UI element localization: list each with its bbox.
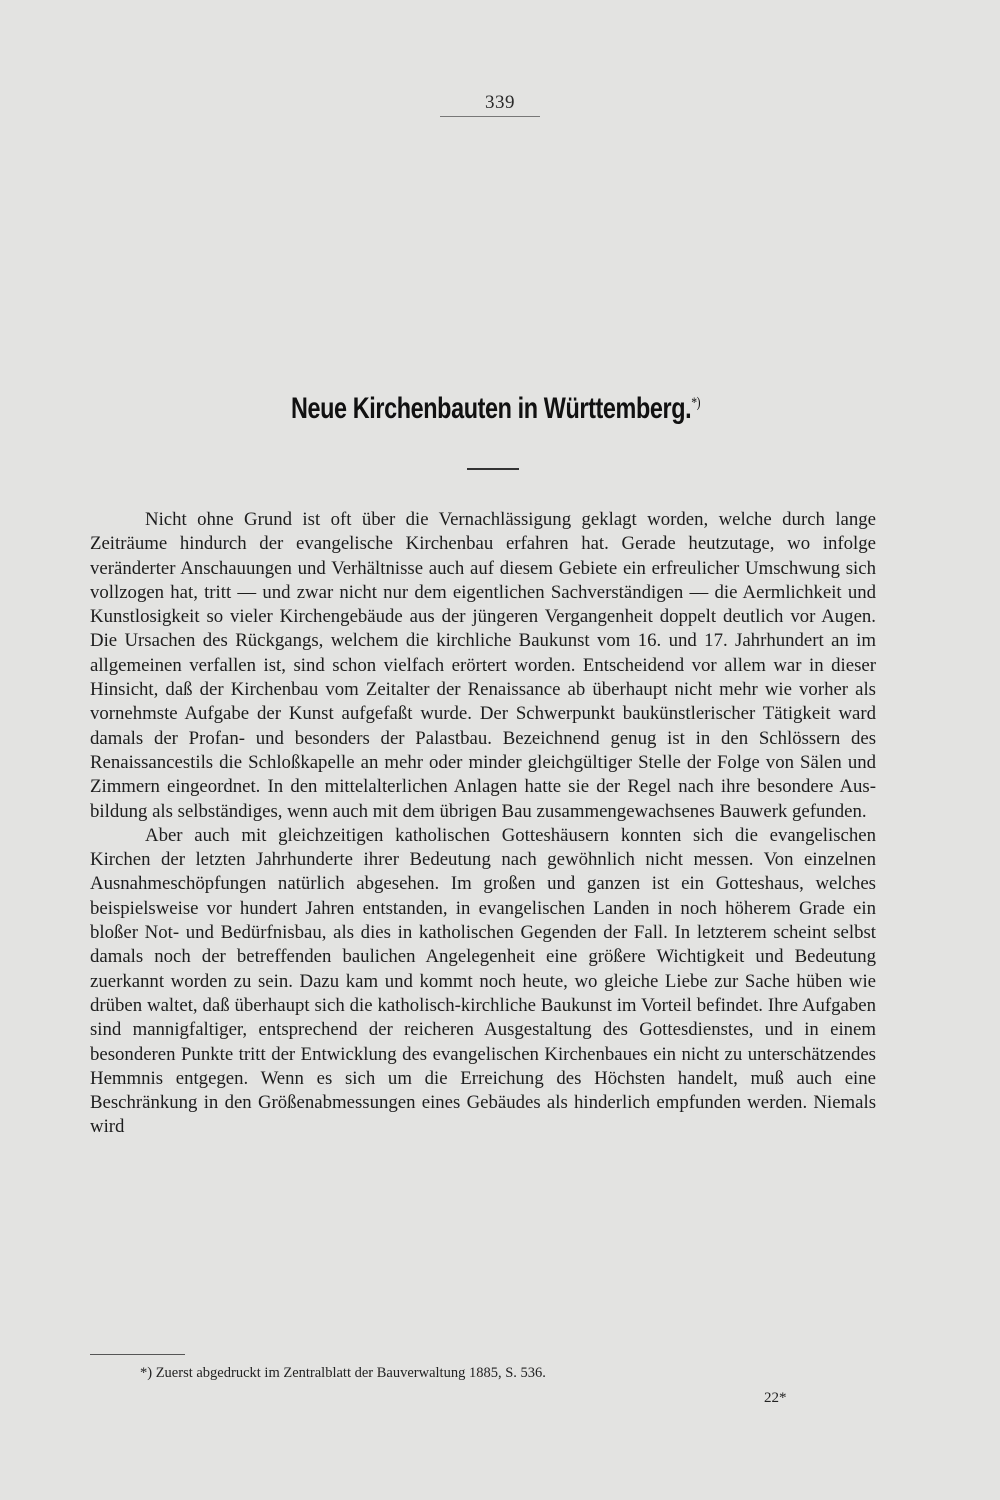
body-text xyxy=(90,508,876,1140)
article-title xyxy=(106,392,886,426)
page-number: 339 xyxy=(485,92,515,113)
signature-mark: 22* xyxy=(764,1390,787,1406)
page-number-rule xyxy=(440,116,540,117)
title-divider xyxy=(467,468,519,470)
footnote: *) Zuerst abgedruckt im Zentralblatt der Bauverwaltung 1885, S. 536. xyxy=(140,1365,546,1381)
title-footnote-marker: *) xyxy=(691,395,701,411)
paragraph-2: Aber auch mit gleichzeitigen katholischen Gotteshäusern konnten sich die evangelischen Kirchen der letzten Jahrhunderte ihrer Bedeutung nach gewöhnlich nicht messen. Von einzelnen Ausnahmeschöpfungen natürlich abgesehen. Im großen und ganzen ist ein Gotteshaus, welches beispielsweise vor hundert Jahren entstanden, in evangelischen Landen in noch höherem Grade ein bloßer Not- und Bedürfnisbau, als dies in katholischen Gegenden der Fall. In letzterem scheint selbst damals noch der betreffenden baulichen Angelegenheit eine größere Wichtigkeit und Bedeutung zuerkannt worden zu sein. Dazu kam und kommt noch heute, wo gleiche Liebe zur Sache hüben wie drüben waltet, daß überhaupt sich die katholisch-kirchliche Baukunst im Vorteil befindet. Ihre Aufgaben sind mannigfaltiger, entsprechend der reicheren Ausgestaltung des Gottesdienstes, und in einem besonderen Punkte tritt der Entwicklung des evangelischen Kirchenbaues ein nicht zu unterschätzendes Hemmnis entgegen. Wenn es sich um die Erreichung des Höchsten handelt, muß auch eine Beschränkung in den Größenabmessungen eines Gebäudes als hinderlich empfunden werden. Niemals wird xyxy=(90,824,876,1138)
article-title-text: Neue Kirchenbauten in Württemberg. xyxy=(291,392,692,425)
paragraph-1: Nicht ohne Grund ist oft über die Vernachlässigung geklagt worden, welche durch lange Zeiträume hindurch der evangelische Kirchenbau erfahren hat. Gerade heutzutage, wo infolge veränderter Anschauungen und Verhältnisse auch auf diesem Gebiete ein erfreulicher Umschwung sich vollzogen hat, tritt — und zwar nicht nur dem eigentlichen Sachverständigen — die Aermlichkeit und Kunstlosigkeit so vieler Kirchengebäude aus der jüngeren Vergangenheit doppelt deutlich vor Augen. Die Ursachen des Rückgangs, welchem die kirchliche Baukunst vom 16. und 17. Jahrhundert an im allgemeinen verfallen ist, sind schon vielfach erörtert worden. Entscheidend vor allem war in dieser Hinsicht, daß der Kirchenbau vom Zeitalter der Renaissance ab überhaupt nicht mehr wie vorher als vornehmste Aufgabe der Kunst aufgefaßt wurde. Der Schwerpunkt baukünstlerischer Tätigkeit ward damals der Profan- und besonders der Palastbau. Bezeichnend genug ist in den Schlössern des Renaissancestils die Schloßkapelle an mehr oder minder gleichgültiger Stelle der Folge von Sälen und Zimmern eingeordnet. In den mittelalterlichen Anlagen hatte sie der Regel nach ihre besondere Ausbildung als selbständiges, wenn auch mit dem übrigen Bau zusammengewachsenes Bauwerk gefunden. xyxy=(90,509,876,822)
footnote-divider xyxy=(90,1354,185,1355)
